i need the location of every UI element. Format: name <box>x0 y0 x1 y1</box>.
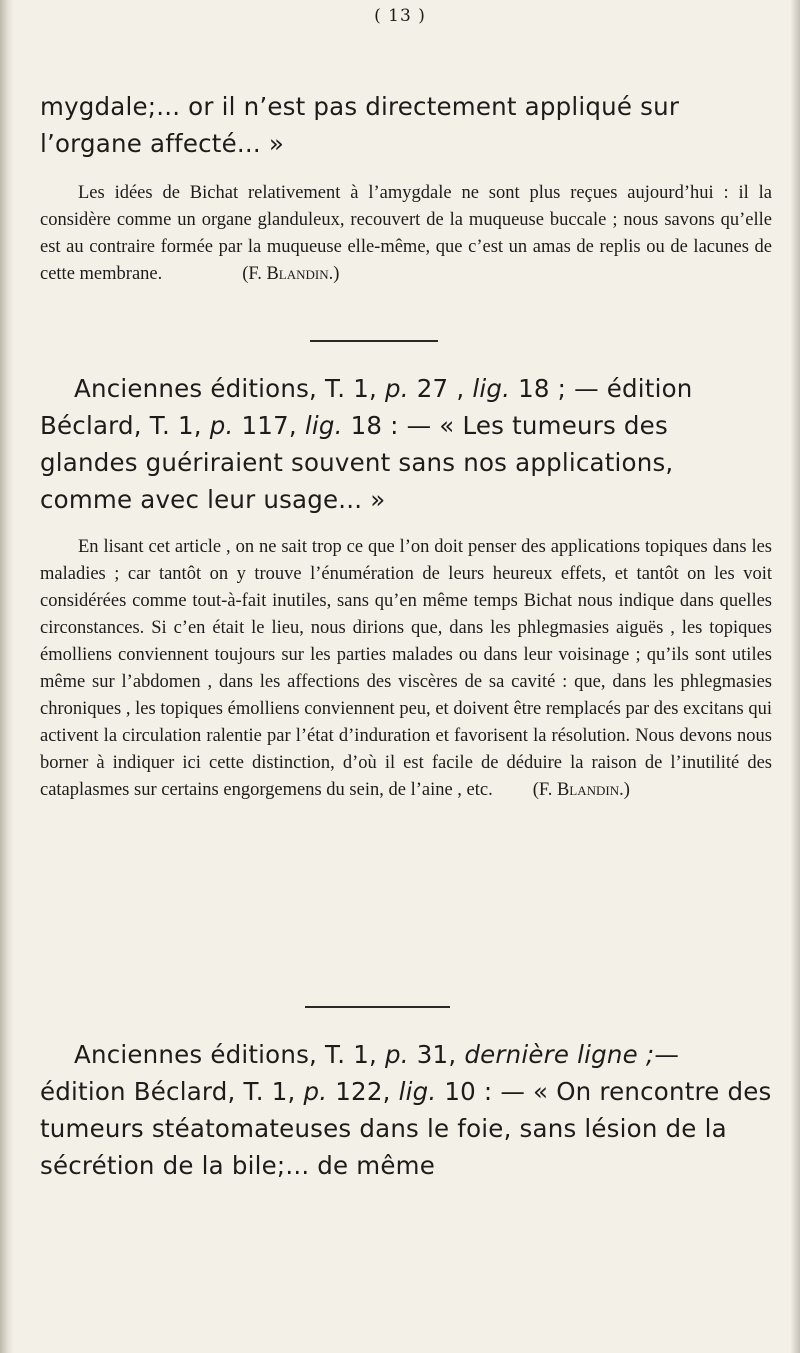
quote-2-part-a: Anciennes éditions, T. 1, <box>74 374 386 403</box>
page-number: ( 13 ) <box>374 6 426 26</box>
quote-block-1 <box>40 88 772 162</box>
quote-2-page-abbr: p. <box>385 374 409 403</box>
quote-block-2 <box>40 370 772 518</box>
section-divider-1 <box>310 340 438 342</box>
quote-3-page-abbr-2: p. <box>303 1077 328 1106</box>
page-gutter-shadow <box>0 0 14 1353</box>
note-2-signature: (F. Blandin.) <box>532 780 630 800</box>
page-edge-shadow <box>790 0 800 1353</box>
quote-2-part-b: 27 , <box>408 374 473 403</box>
editor-note-2 <box>40 534 772 804</box>
quote-2-page-abbr-2: p. <box>209 411 234 440</box>
quote-3-page-abbr: p. <box>385 1040 409 1069</box>
quote-2-part-d: 117, <box>233 411 305 440</box>
note-2-text: En lisant cet article , on ne sait trop ce que l’on doit penser des applications topiques dans les maladies ; car tantôt on y trouve l’énumération de leurs heureux effets, et tantôt on les voit considérées comme tout-à-fait inutiles, sans qu’en même temps Bichat nous indique dans quelles circonstances. Si c’en était le lieu, nous dirions que, dans les phlegmasies aiguës , les topiques émolliens conviennent toujours sur les parties malades ou dans leur voisinage ; qu’ils sont utiles même sur l’abdomen , dans les affections des viscères de sa cavité : que, dans les phlegmasies chroniques , les topiques émolliens conviennent peu, et doivent être remplacés par des excitans qui activent la circulation ralentie par l’état d’induration et favorisent la résolution. Nous devons nous borner à indiquer ici cette distinction, d’où il est facile de déduire la raison de l’inutilité des cataplasmes sur certains engorgemens du sein, de l’aine , etc. <box>40 537 772 800</box>
quote-3-part-d: 122, <box>327 1077 399 1106</box>
quote-2-line-abbr: lig. <box>472 374 511 403</box>
note-1-text: Les idées de Bichat relativement à l’amygdale ne sont plus reçues aujourd’hui : il la considère comme un organe glanduleux, recouvert de la muqueuse buccale ; nous savons qu’elle est au contraire formée par la muqueuse elle-même, que c’est un amas de replis ou de lacunes de cette membrane. <box>40 183 772 284</box>
quote-line-2: l’organe affecté... » <box>40 129 285 158</box>
quote-3-part-c: — édition Béclard, T. 1, <box>40 1040 680 1106</box>
quote-block-3 <box>40 1036 772 1184</box>
quote-3-part-a: Anciennes éditions, T. 1, <box>74 1040 386 1069</box>
quote-line-1: mygdale;... or il n’est pas directement appliqué sur <box>40 92 680 121</box>
section-divider-2 <box>305 1006 450 1008</box>
quote-3-last-line: dernière ligne ; <box>464 1040 655 1069</box>
editor-note-1 <box>40 180 772 288</box>
quote-3-part-e: 10 : — « On rencontre des tumeurs stéatomateuses dans le foie, sans lésion de la sécrétion de la bile;... de même <box>40 1077 772 1180</box>
quote-3-part-b: 31, <box>408 1040 465 1069</box>
quote-2-part-e: 18 : — « Les tumeurs des glandes guériraient souvent sans nos applications, comme avec leur usage... » <box>40 411 674 514</box>
note-1-signature: (F. Blandin.) <box>242 264 340 284</box>
quote-2-line-abbr-2: lig. <box>304 411 343 440</box>
quote-2-part-c: 18 ; — édition Béclard, T. 1, <box>40 374 693 440</box>
quote-3-line-abbr: lig. <box>398 1077 437 1106</box>
